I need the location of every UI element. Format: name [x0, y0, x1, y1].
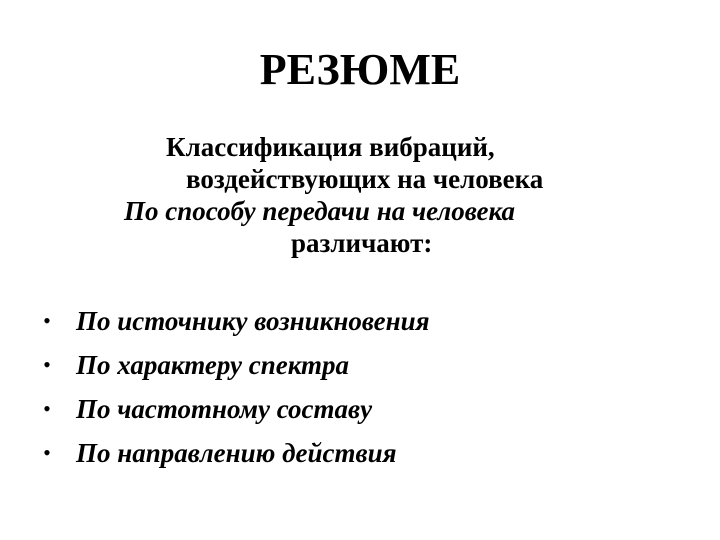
slide-heading-block: [72, 131, 648, 259]
slide-title: РЕЗЮМЕ: [259, 45, 461, 94]
list-item: [40, 343, 660, 387]
bullet-icon: •: [43, 352, 51, 377]
heading-line-1: Классификация вибраций,: [166, 132, 495, 162]
bullet-icon: •: [43, 396, 51, 421]
bullet-icon: •: [43, 308, 51, 333]
lead-line-2: различают:: [291, 228, 433, 258]
lead-line-1: По способу передачи на человека: [124, 196, 516, 226]
list-item-label: По частотному составу: [76, 394, 373, 424]
heading-line-2: воздействующих на человека: [186, 164, 544, 194]
list-item: [40, 431, 660, 475]
list-item-label: По направлению действия: [76, 438, 397, 468]
list-item: [40, 299, 660, 343]
list-item: [40, 387, 660, 431]
bullet-list: [40, 299, 660, 475]
bullet-icon: •: [43, 440, 51, 465]
list-item-label: По источнику возникновения: [76, 306, 430, 336]
list-item-label: По характеру спектра: [76, 350, 350, 380]
